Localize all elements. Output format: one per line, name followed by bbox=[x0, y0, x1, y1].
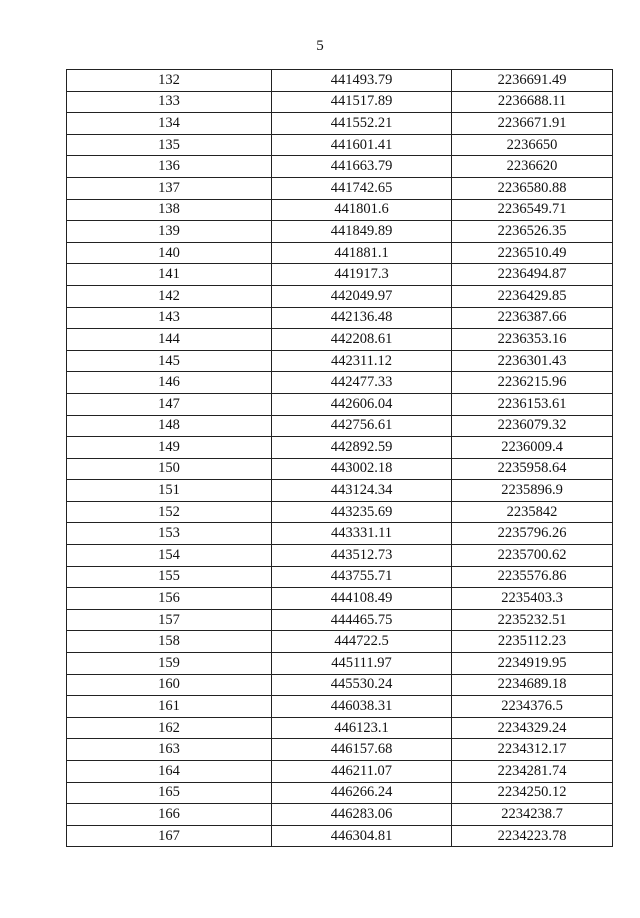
y-coordinate-cell: 2236079.32 bbox=[452, 415, 613, 437]
point-number-cell: 159 bbox=[67, 653, 272, 675]
x-coordinate-cell: 443002.18 bbox=[272, 458, 452, 480]
x-coordinate-cell: 441801.6 bbox=[272, 199, 452, 221]
table-row bbox=[67, 631, 613, 653]
table-row bbox=[67, 70, 613, 92]
table-row bbox=[67, 242, 613, 264]
y-coordinate-cell: 2235403.3 bbox=[452, 588, 613, 610]
table-row bbox=[67, 458, 613, 480]
table-row bbox=[67, 523, 613, 545]
x-coordinate-cell: 446283.06 bbox=[272, 804, 452, 826]
point-number-cell: 149 bbox=[67, 437, 272, 459]
point-number-cell: 155 bbox=[67, 566, 272, 588]
x-coordinate-cell: 441601.41 bbox=[272, 134, 452, 156]
point-number-cell: 158 bbox=[67, 631, 272, 653]
x-coordinate-cell: 442049.97 bbox=[272, 285, 452, 307]
point-number-cell: 156 bbox=[67, 588, 272, 610]
table-row bbox=[67, 329, 613, 351]
x-coordinate-cell: 441881.1 bbox=[272, 242, 452, 264]
point-number-cell: 163 bbox=[67, 739, 272, 761]
point-number-cell: 133 bbox=[67, 91, 272, 113]
y-coordinate-cell: 2235896.9 bbox=[452, 480, 613, 502]
y-coordinate-cell: 2236353.16 bbox=[452, 329, 613, 351]
y-coordinate-cell: 2236650 bbox=[452, 134, 613, 156]
x-coordinate-cell: 446157.68 bbox=[272, 739, 452, 761]
table-row bbox=[67, 177, 613, 199]
y-coordinate-cell: 2234689.18 bbox=[452, 674, 613, 696]
point-number-cell: 135 bbox=[67, 134, 272, 156]
table-row bbox=[67, 350, 613, 372]
x-coordinate-cell: 442311.12 bbox=[272, 350, 452, 372]
y-coordinate-cell: 2234329.24 bbox=[452, 717, 613, 739]
point-number-cell: 153 bbox=[67, 523, 272, 545]
y-coordinate-cell: 2234376.5 bbox=[452, 696, 613, 718]
point-number-cell: 160 bbox=[67, 674, 272, 696]
y-coordinate-cell: 2236215.96 bbox=[452, 372, 613, 394]
table-row bbox=[67, 782, 613, 804]
y-coordinate-cell: 2236510.49 bbox=[452, 242, 613, 264]
table-row bbox=[67, 264, 613, 286]
point-number-cell: 152 bbox=[67, 501, 272, 523]
y-coordinate-cell: 2236526.35 bbox=[452, 221, 613, 243]
table-row bbox=[67, 156, 613, 178]
y-coordinate-cell: 2236494.87 bbox=[452, 264, 613, 286]
x-coordinate-cell: 444465.75 bbox=[272, 609, 452, 631]
x-coordinate-cell: 442892.59 bbox=[272, 437, 452, 459]
y-coordinate-cell: 2234919.95 bbox=[452, 653, 613, 675]
y-coordinate-cell: 2235700.62 bbox=[452, 545, 613, 567]
table-row bbox=[67, 761, 613, 783]
point-number-cell: 139 bbox=[67, 221, 272, 243]
point-number-cell: 166 bbox=[67, 804, 272, 826]
x-coordinate-cell: 443235.69 bbox=[272, 501, 452, 523]
x-coordinate-cell: 441849.89 bbox=[272, 221, 452, 243]
x-coordinate-cell: 441663.79 bbox=[272, 156, 452, 178]
table-row bbox=[67, 739, 613, 761]
table-row bbox=[67, 480, 613, 502]
point-number-cell: 146 bbox=[67, 372, 272, 394]
x-coordinate-cell: 444108.49 bbox=[272, 588, 452, 610]
point-number-cell: 143 bbox=[67, 307, 272, 329]
y-coordinate-cell: 2236671.91 bbox=[452, 113, 613, 135]
y-coordinate-cell: 2235842 bbox=[452, 501, 613, 523]
x-coordinate-cell: 446304.81 bbox=[272, 825, 452, 847]
table-row bbox=[67, 696, 613, 718]
table-row bbox=[67, 285, 613, 307]
table-row bbox=[67, 566, 613, 588]
table-row bbox=[67, 199, 613, 221]
x-coordinate-cell: 442208.61 bbox=[272, 329, 452, 351]
table-row bbox=[67, 415, 613, 437]
x-coordinate-cell: 445111.97 bbox=[272, 653, 452, 675]
table-row bbox=[67, 113, 613, 135]
point-number-cell: 165 bbox=[67, 782, 272, 804]
page-number: 5 bbox=[316, 38, 324, 54]
point-number-cell: 148 bbox=[67, 415, 272, 437]
table-row bbox=[67, 804, 613, 826]
y-coordinate-cell: 2234312.17 bbox=[452, 739, 613, 761]
point-number-cell: 134 bbox=[67, 113, 272, 135]
x-coordinate-cell: 443331.11 bbox=[272, 523, 452, 545]
y-coordinate-cell: 2236580.88 bbox=[452, 177, 613, 199]
point-number-cell: 144 bbox=[67, 329, 272, 351]
y-coordinate-cell: 2236549.71 bbox=[452, 199, 613, 221]
table-row bbox=[67, 134, 613, 156]
y-coordinate-cell: 2235576.86 bbox=[452, 566, 613, 588]
x-coordinate-cell: 442477.33 bbox=[272, 372, 452, 394]
x-coordinate-cell: 446266.24 bbox=[272, 782, 452, 804]
coordinate-table bbox=[66, 69, 613, 847]
point-number-cell: 151 bbox=[67, 480, 272, 502]
y-coordinate-cell: 2236387.66 bbox=[452, 307, 613, 329]
y-coordinate-cell: 2236009.4 bbox=[452, 437, 613, 459]
point-number-cell: 145 bbox=[67, 350, 272, 372]
y-coordinate-cell: 2234223.78 bbox=[452, 825, 613, 847]
table-row bbox=[67, 372, 613, 394]
table-row bbox=[67, 545, 613, 567]
x-coordinate-cell: 442756.61 bbox=[272, 415, 452, 437]
x-coordinate-cell: 446211.07 bbox=[272, 761, 452, 783]
table-row bbox=[67, 307, 613, 329]
x-coordinate-cell: 441742.65 bbox=[272, 177, 452, 199]
point-number-cell: 132 bbox=[67, 70, 272, 92]
y-coordinate-cell: 2235232.51 bbox=[452, 609, 613, 631]
point-number-cell: 140 bbox=[67, 242, 272, 264]
table-row bbox=[67, 588, 613, 610]
x-coordinate-cell: 446123.1 bbox=[272, 717, 452, 739]
table-row bbox=[67, 825, 613, 847]
point-number-cell: 162 bbox=[67, 717, 272, 739]
table-row bbox=[67, 393, 613, 415]
y-coordinate-cell: 2234250.12 bbox=[452, 782, 613, 804]
y-coordinate-cell: 2236429.85 bbox=[452, 285, 613, 307]
point-number-cell: 154 bbox=[67, 545, 272, 567]
table-row bbox=[67, 437, 613, 459]
point-number-cell: 138 bbox=[67, 199, 272, 221]
x-coordinate-cell: 443124.34 bbox=[272, 480, 452, 502]
table-row bbox=[67, 91, 613, 113]
point-number-cell: 142 bbox=[67, 285, 272, 307]
y-coordinate-cell: 2236301.43 bbox=[452, 350, 613, 372]
table-body bbox=[67, 70, 613, 847]
point-number-cell: 161 bbox=[67, 696, 272, 718]
point-number-cell: 137 bbox=[67, 177, 272, 199]
x-coordinate-cell: 442136.48 bbox=[272, 307, 452, 329]
table-row bbox=[67, 653, 613, 675]
y-coordinate-cell: 2236691.49 bbox=[452, 70, 613, 92]
y-coordinate-cell: 2235112.23 bbox=[452, 631, 613, 653]
table-row bbox=[67, 221, 613, 243]
point-number-cell: 147 bbox=[67, 393, 272, 415]
x-coordinate-cell: 442606.04 bbox=[272, 393, 452, 415]
y-coordinate-cell: 2236153.61 bbox=[452, 393, 613, 415]
point-number-cell: 141 bbox=[67, 264, 272, 286]
x-coordinate-cell: 444722.5 bbox=[272, 631, 452, 653]
x-coordinate-cell: 443512.73 bbox=[272, 545, 452, 567]
x-coordinate-cell: 441493.79 bbox=[272, 70, 452, 92]
y-coordinate-cell: 2234281.74 bbox=[452, 761, 613, 783]
x-coordinate-cell: 443755.71 bbox=[272, 566, 452, 588]
y-coordinate-cell: 2235958.64 bbox=[452, 458, 613, 480]
point-number-cell: 150 bbox=[67, 458, 272, 480]
x-coordinate-cell: 441517.89 bbox=[272, 91, 452, 113]
y-coordinate-cell: 2236688.11 bbox=[452, 91, 613, 113]
table-row bbox=[67, 717, 613, 739]
point-number-cell: 167 bbox=[67, 825, 272, 847]
x-coordinate-cell: 445530.24 bbox=[272, 674, 452, 696]
point-number-cell: 157 bbox=[67, 609, 272, 631]
y-coordinate-cell: 2234238.7 bbox=[452, 804, 613, 826]
point-number-cell: 136 bbox=[67, 156, 272, 178]
y-coordinate-cell: 2235796.26 bbox=[452, 523, 613, 545]
x-coordinate-cell: 446038.31 bbox=[272, 696, 452, 718]
table-row bbox=[67, 674, 613, 696]
point-number-cell: 164 bbox=[67, 761, 272, 783]
table-row bbox=[67, 609, 613, 631]
table-row bbox=[67, 501, 613, 523]
y-coordinate-cell: 2236620 bbox=[452, 156, 613, 178]
x-coordinate-cell: 441917.3 bbox=[272, 264, 452, 286]
x-coordinate-cell: 441552.21 bbox=[272, 113, 452, 135]
